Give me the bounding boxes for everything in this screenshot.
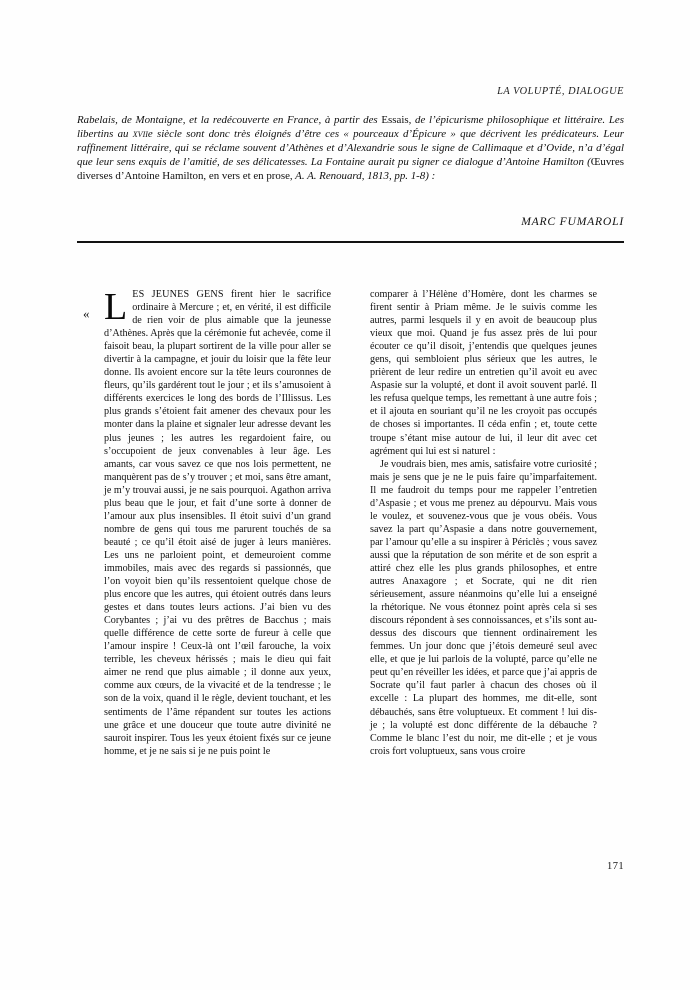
opening-guillemet-icon: « [83,306,90,321]
left-column-paragraph [104,288,331,758]
right-column-paragraph-2: Je voudrais bien, mes amis, satisfaire votre curiosité ; mais je sens que je ne le puis faire qu’imparfaitement. Il me faudroit du temps pour me rappeler l’entretien d’Aspasie ; et vous me prenez au dépourvu. Mais vous le voulez, et souvenez-vous que je vous obéis. Vous savez la part qu’Aspasie a dans notre gouvernement, par l’amour qu’elle a su inspirer à Périclès ; vous savez aussi que la réputation de son mérite et de son esprit a attiré chez elle les plus grands philosophes, et entre autres Anaxagore ; et Socrate, qui ne dit rien sérieusement, assure néanmoins qu’elle lui a enseigné la rhétorique. Ne vous étonnez point après cela si ses discours répondent à ses connoissances, et s’ils sont au-dessus des discours que tiennent ordinairement les femmes. Un jour donc que j’étois demeuré seul avec elle, et que je lui parlois de la volupté, parce qu’elle ne peut qu’en réveiller les idées, et parce que j’ai appris de Socrate qu’il faut parler à chacun des choses où il excelle : La plupart des hommes, me dit-elle, sont débauchés, sans être voluptueux. Et comment ! lui dis-je ; la volupté est donc différente de la débauche ? Comme le blanc l’est du noir, me dit-elle ; et je vous crois fort voluptueux, sans vous croire [370,458,597,757]
author-signature: MARC FUMAROLI [521,215,624,228]
intro-segment-7: A. A. Renouard, 1813, pp. 1-8) : [292,170,436,183]
horizontal-rule-divider [77,241,624,243]
opening-small-caps: ES JEUNES GENS [132,289,231,300]
intro-segment-1: Rabelais, de Montaigne, et la redécouverte en France, à partir des [77,114,382,126]
body-column-left [83,286,331,758]
page-number-folio: 171 [607,861,624,872]
drop-cap-paragraph-block [83,286,331,758]
intro-segment-2-roman: Essais [381,114,409,126]
two-column-body [83,286,597,858]
body-column-right [370,288,597,758]
left-column-text: firent hier le sacrifice ordinaire à Mercure ; et, en vérité, il est difficile de rien voir de plus aimable que la jeunesse d’Athènes. Après que la cérémonie fut achevée, come il faisoit beau, la plupart sortirent de la ville pour aller se divertir à la campagne, et jouir du loisir que la fête leur donne. Ils avoient encore sur la tête leurs couronnes de fleurs, qu’ils gardérent tout le jour ; et ils s’amusoient à différents exercices le long des bords de l’Illissus. Les plus grands s’étoient fait amener des chevaux pour les monter dans la plaine et signaler leur adresse devant les plus jeunes ; les autres les regardoient faire, ou s’occupoient de jeux convenables à leur âge. Les amants, car vous savez ce que nos lois permettent, ne manquèrent pas de s’y trouver ; et moi, sans être amant, je m’y trouvai aussi, je ne sais pourquoi. Agathon arriva plus beau que le jour, et fait d’une sorte à donner de l’amour aux plus insensibles. Il étoit suivi d’un grand nombre de gens qui tous me parurent touchés de sa beauté ; ce qu’il étoit aisé de juger à leurs manières. Les uns ne parloient point, et demeuroient comme immobiles, mais avec des regards si passionnés, que l’on voyoit bien qu’ils ressentoient quelque chose de plus encore que les autres, qui étoient outrés dans leurs gestes et dans toutes leurs actions. J’ai bien vu des Corybantes ; j’ai vu des prêtres de Bacchus ; mais quelle différence de cette sorte de fureur à celle que l’amour inspire ! Ceux-là ont l’œil farouche, la voix terrible, les cheveux hérissés ; mais le dieu qui fait aimer ne rend que plus aimable ; il donne aux yeux, comme aux cœurs, de la vivacité et de la tendresse ; le son de la voix, quand il le règle, devient touchant, et les sentiments de l’âme répandent sur toutes les actions une grâce et une douceur que toute autre divinité ne sauroit inspirer. Tous les yeux étoient fixés sur ce jeune homme, et je ne sais si je ne puis point le [104,289,331,757]
intro-segment-3: , de l’épicurisme philosophique et littéraire. Les libertins au [77,114,624,141]
intro-segment-5: e siècle sont donc très éloignés d’être ces « pourceaux d’Épicure » que décrivent les prédicateurs. Leur raffinement littéraire, qui se réclame souvent d’Athènes et d’Alexandrie sous le signe de Callimaque et d’Ovide, n’a d’égal que leur sens exquis de l’amitié, de ses délicatesses. La Fontaine aurait pu signer ce dialogue d’Antoine Hamilton ( [77,128,624,169]
intro-segment-6-title: Œuvres diverses d’Antoine Hamilton, en vers et en prose, [77,156,624,183]
running-head: LA VOLUPTÉ, DIALOGUE [497,86,624,97]
intro-segment-4-century: xvii [132,128,148,141]
right-column-paragraph-1: comparer à l’Hélène d’Homère, dont les charmes se firent sentir à Priam même. Je le suivis comme les autres, parmi lesquels il y en avoit de beaucoup plus vieux que moi. Quand je fus assez près de lui pour écouter ce qu’il disoit, j’entendis que quelques jeunes gens, qui sembloient plus sérieux que les autres, le prièrent de leur redire un entretien qu’il avoit eu avec Aspasie sur la volupté, et dont il avoit souvent parlé. Il les refusa quelque temps, les remettant à une autre fois ; et il ajouta en souriant qu’il ne les croyoit pas occupés de choses si importantes. Il céda enfin ; et, toute cette troupe s’étant mise autour de lui, il leur dit avec cet agrément qui lui est si naturel : [370,289,597,457]
editorial-intro-paragraph [77,113,624,183]
drop-cap-letter: L [104,286,128,328]
